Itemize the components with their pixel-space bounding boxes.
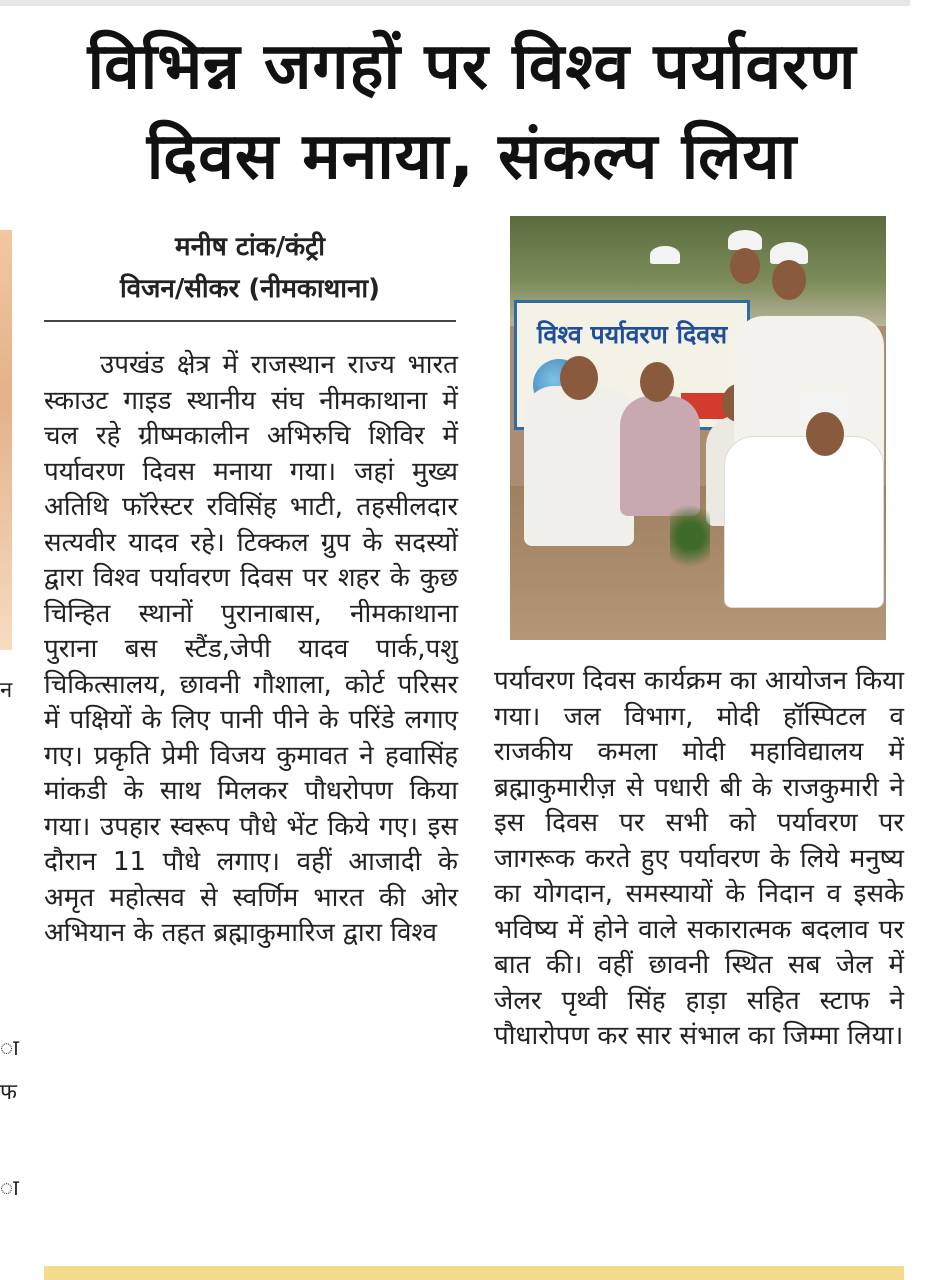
byline-divider xyxy=(44,320,456,322)
edge-fragment: ा xyxy=(0,1036,19,1061)
headline xyxy=(30,22,914,202)
article-left-column: उपखंड क्षेत्र में राजस्थान राज्य भारत स्काउट गाइड स्थानीय संघ नीमकाथाना में चल रहे ग्रीष्मकालीन अभिरुचि शिविर में पर्यावरण दिवस मनाया गया। जहां मुख्य अतिथि फॉरेस्टर रविसिंह भाटी, तहसीलदार सत्यवीर यादव रहे। टिक्कल ग्रुप के सदस्यों द्वारा विश्व पर्यावरण दिवस पर शहर के कुछ चिन्हित स्थानों पुरानाबास, नीमकाथाना पुराना बस स्टैंड,जेपी यादव पार्क,पशु चिकित्सालय, छावनी गौशाला, कोर्ट परिसर में पक्षियों के लिए पानी पीने के परिंडे लगाए गए। प्रकृति प्रेमी विजय कुमावत ने हवासिंह मांकडी के साथ मिलकर पौधरोपण किया गया। उपहार स्वरूप पौधे भेंट किये गए। इस दौरान 11 पौधे लगाए। वहीं आजादी के अमृत महोत्सव से स्वर्णिम भारत की ओर अभियान के तहत ब्रह्माकुमारिज द्वारा विश्व xyxy=(44,350,458,948)
person-face xyxy=(806,412,844,456)
person-face xyxy=(560,356,598,400)
sapling xyxy=(670,496,710,576)
person-face xyxy=(772,260,806,300)
edge-fragment: ा xyxy=(0,1176,19,1201)
top-rule xyxy=(0,0,910,6)
person-shape xyxy=(524,386,634,546)
edge-fragment: फ xyxy=(0,1080,17,1105)
adjacent-photo-edge xyxy=(0,230,12,650)
person-cap xyxy=(650,246,680,264)
article-right-column: पर्यावरण दिवस कार्यक्रम का आयोजन किया गया। जल विभाग, मोदी हॉस्पिटल व राजकीय कमला मोदी महाविद्यालय में ब्रह्माकुमारीज़ से पधारी बी के राजकुमारी ने इस दिवस पर सभी को पर्यावरण पर जागरूक करते हुए पर्यावरण के लिये मनुष्य का योगदान, समस्यायों के निदान व इसके भविष्य में होने वाले सकारात्मक बदलाव पर बात की। वहीं छावनी स्थित सब जेल में जेलर पृथ्वी सिंह हाड़ा सहित स्टाफ ने पौधारोपण कर सार संभाल का जिम्मा लिया। xyxy=(494,666,904,1051)
byline-line-1: मनीष टांक/कंट्री xyxy=(175,232,325,262)
person-face xyxy=(730,248,760,284)
byline xyxy=(44,226,456,310)
banner-text: विश्व पर्यावरण दिवस xyxy=(536,320,728,349)
byline-line-2: विजन/सीकर (नीमकाथाना) xyxy=(119,274,381,304)
edge-fragment: न xyxy=(0,678,13,703)
headline-line-1: विभिन्न जगहों पर विश्व पर्यावरण xyxy=(87,30,857,104)
news-photo xyxy=(510,216,886,640)
person-shape xyxy=(724,436,884,608)
bottom-highlight-bar xyxy=(44,1266,904,1280)
person-cap xyxy=(728,230,762,250)
person-face xyxy=(640,362,674,402)
headline-line-2: दिवस मनाया, संकल्प लिया xyxy=(146,120,798,194)
